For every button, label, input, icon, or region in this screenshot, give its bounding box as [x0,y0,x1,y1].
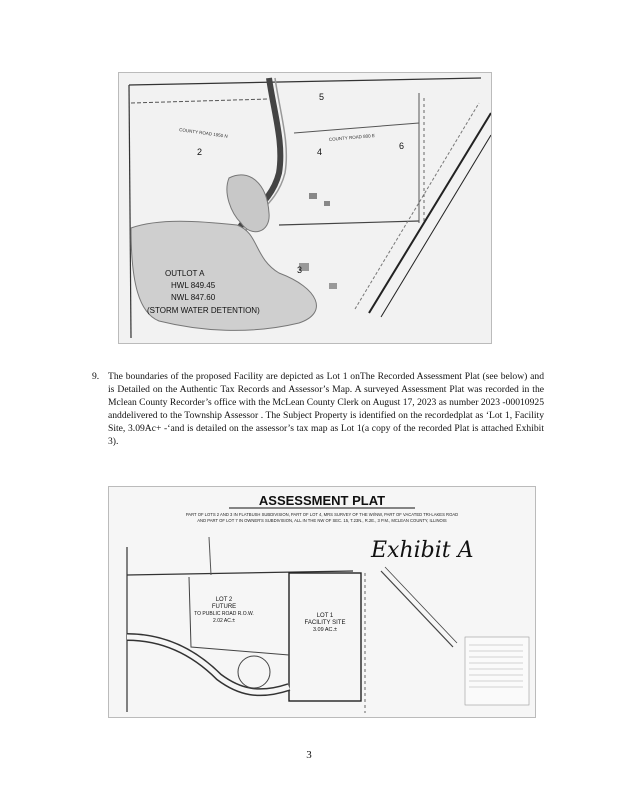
lot-label-2: 2 [197,147,203,157]
paragraph-text: The boundaries of the proposed Facility are depicted as Lot 1 onThe Recorded Assessment Plat (see below) and is Detailed on the Authentic Tax Records and Assessor’s Map. A surveyed Assessment Plat was recorded in the Mclean County Recorder’s office with the McLean County Clerk on August 17, 2023 as number 2023 -00010925 anddelivered to the Township Assessor . The Subject Property is identified on the recordedplat as ‘Lot 1, Facility Site, 3.09Ac+ -‘and is detailed on the assessor’s tax map as Lot 1(a copy of the recorded Plat is attached Exhibit 3). [108,371,544,447]
detention-label: (STORM WATER DETENTION) [147,306,260,315]
lot2-label-line2: FUTURE [211,604,237,610]
lot2-label-line3: TO PUBLIC ROAD R.O.W. [194,611,254,617]
road-label-2: COUNTY ROAD 800 E [328,132,376,142]
road-label-1: COUNTY ROAD 1950 N [178,127,229,139]
site-map-image [118,72,492,344]
page-number: 3 [306,749,312,761]
lot1-label-line1: LOT 1 [316,613,334,619]
paragraph-number: 9. [92,371,100,382]
lot1-label-line2: FACILITY SITE [304,620,346,626]
lot2-label-line4: 2.02 AC.± [213,618,235,624]
plat-subtitle-1: PART OF LOTS 2 AND 3 IN FLATBUSH SUBDIVISION, PART OF LOT 4, MRS SURVEY OF THE WI/NW, PART OF VACATED TRI-LAKES ROAD [185,512,459,517]
hwl-label: HWL 849.45 [171,281,216,290]
exhibit-label: Exhibit A [371,538,474,563]
paragraph-9 [92,371,544,448]
lot2-label-line1: LOT 2 [215,597,233,603]
lot-label-6: 6 [399,141,405,151]
lot-label-4: 4 [317,147,323,157]
outlot-label: OUTLOT A [165,269,205,278]
nwl-label: NWL 847.60 [171,293,216,302]
lot-label-3: 3 [297,265,303,275]
plat-title: ASSESSMENT PLAT [258,493,386,508]
assessment-plat-image [108,486,536,718]
plat-subtitle-2: AND PART OF LOT 7 IN OWNER'S SUBDIVISION, ALL IN THE NW OF SEC. 15, T.23N., R.2E., 3 P.M., MCLEAN COUNTY, ILLINOIS [197,518,447,523]
lot1-label-line3: 3.09 AC.± [312,627,338,633]
lot-label-5: 5 [319,92,325,102]
